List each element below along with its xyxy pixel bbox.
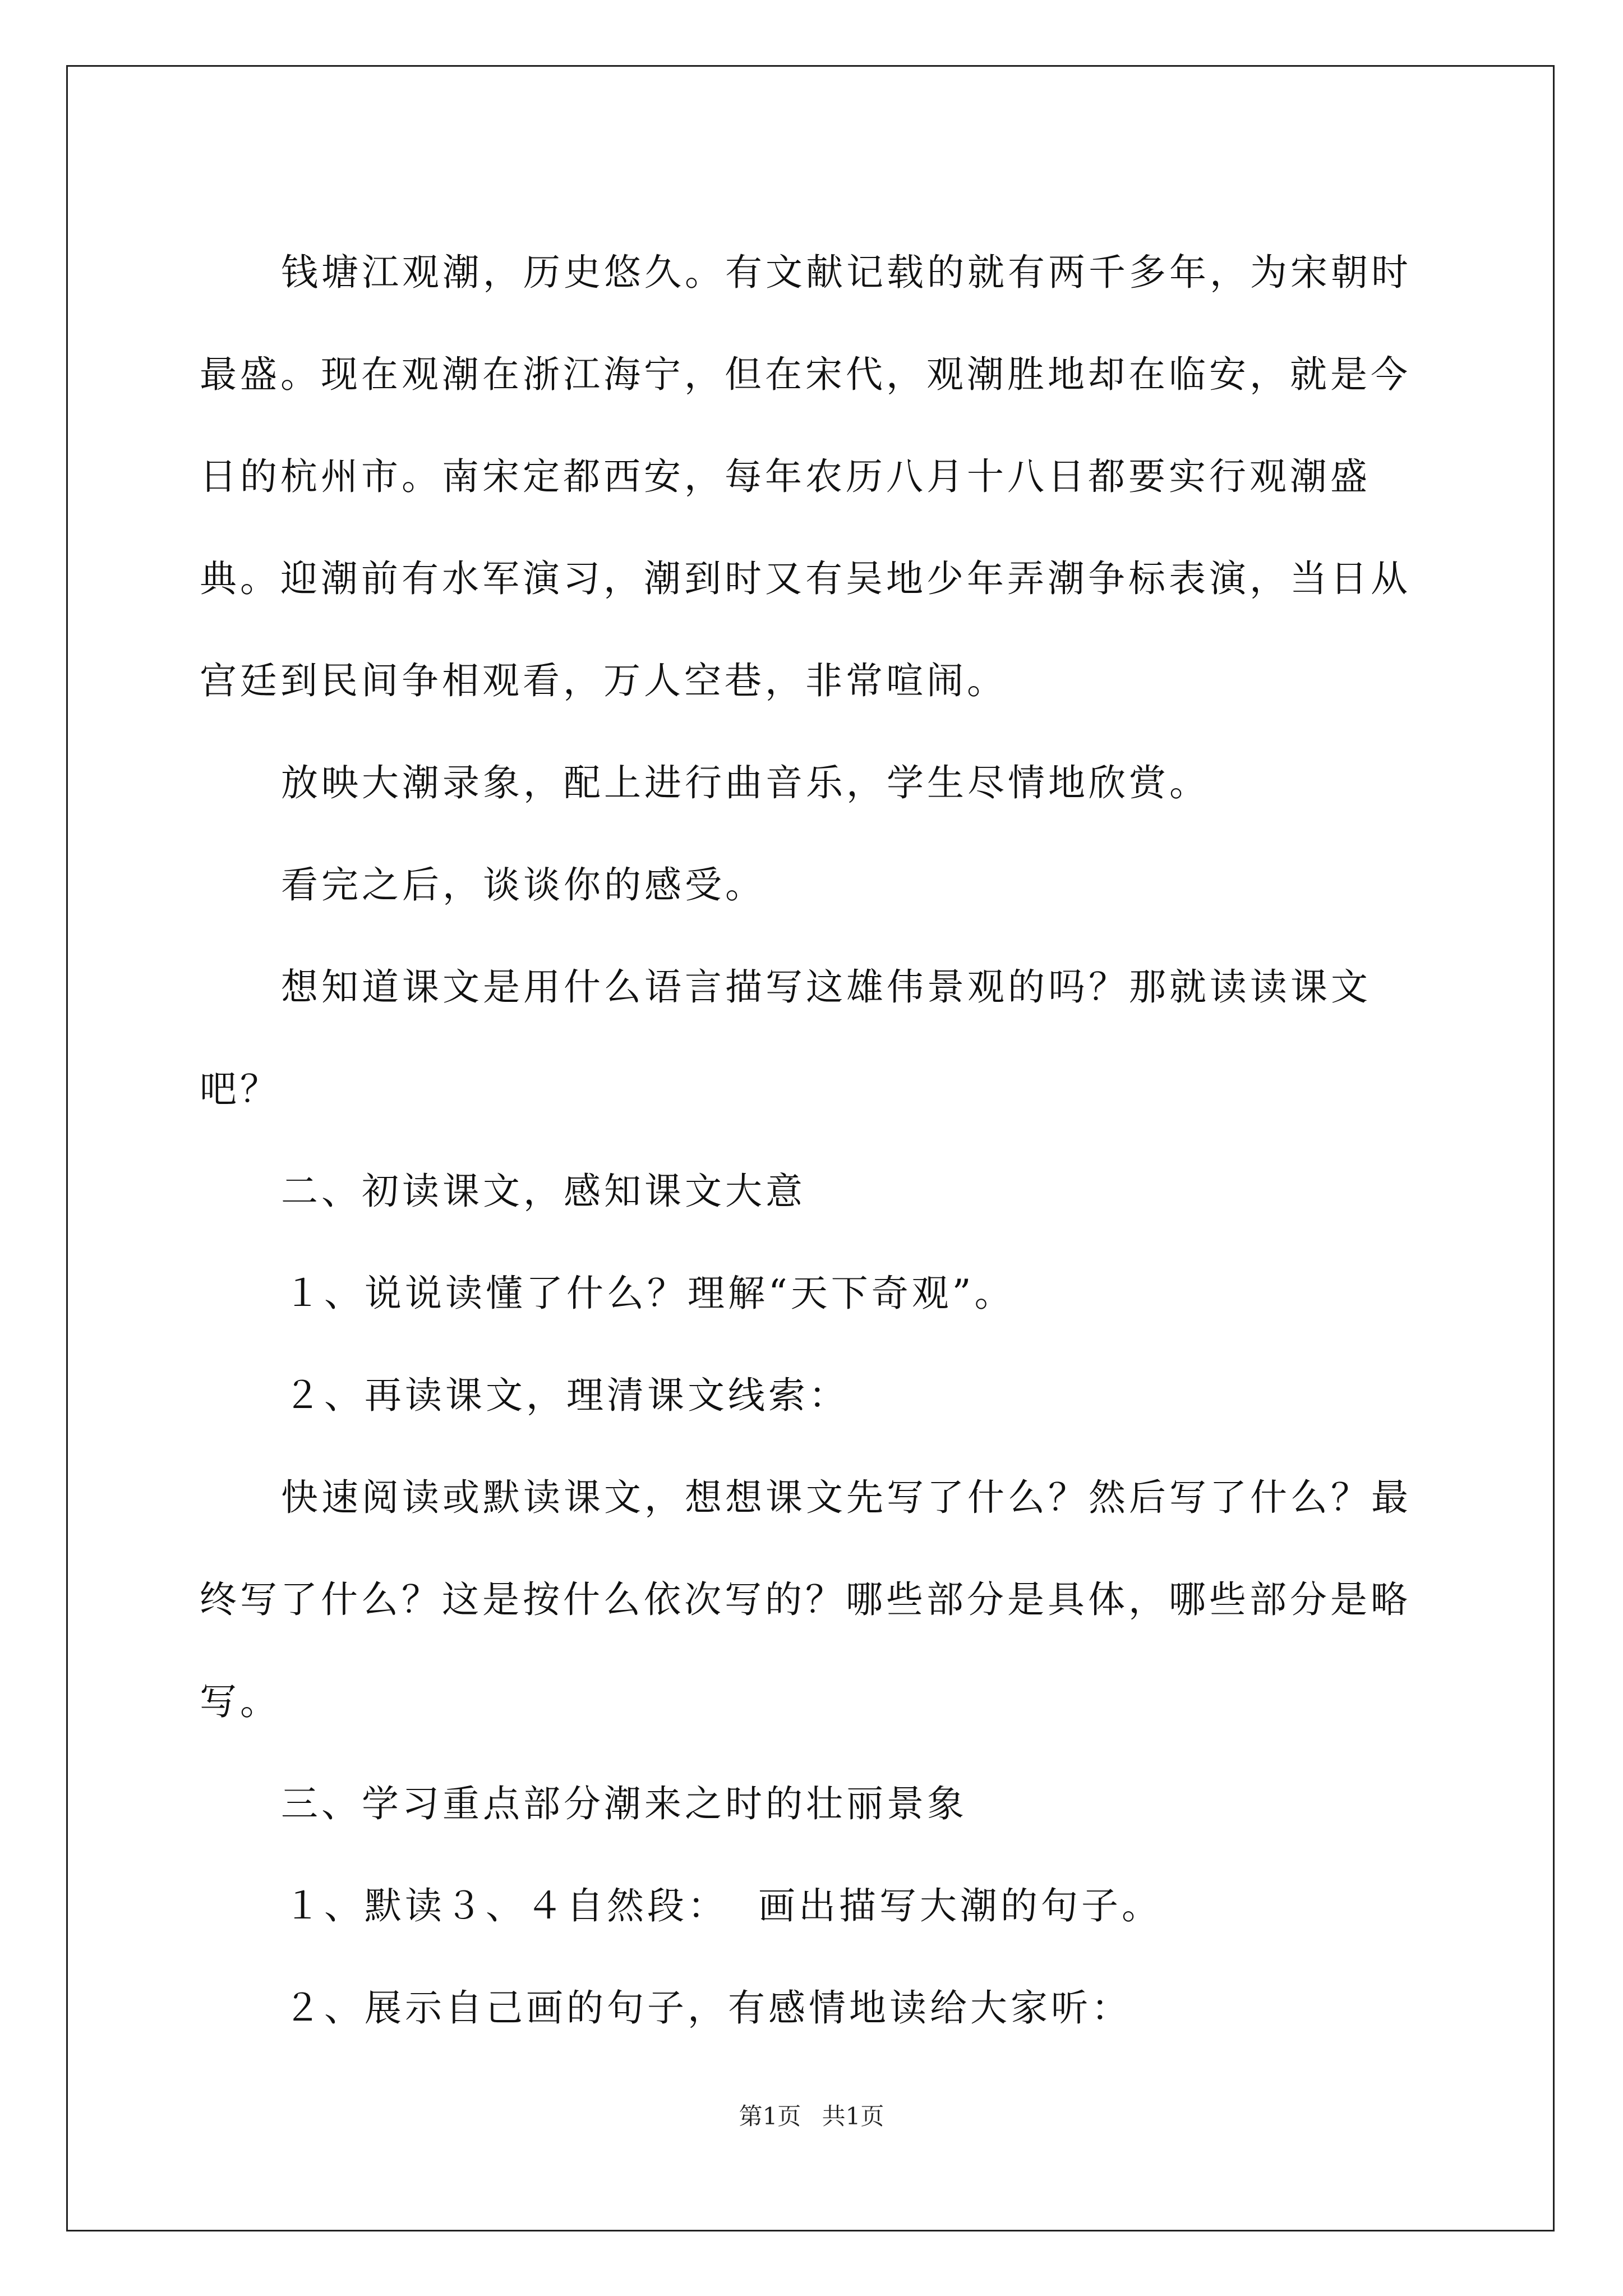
- paragraph-video: 放映大潮录象，配上进行曲音乐，学生尽情地欣赏。: [281, 761, 1210, 804]
- paragraph-reading-task: 快速阅读或默读课文，想想课文先写了什么？然后写了什么？最终写了什么？这是按什么依次写的？哪些部分是具体，哪些部分是略写。: [200, 1476, 1412, 1723]
- list-item: １、默读３、４自然段： 画出描写大潮的句子。: [284, 1884, 1162, 1927]
- paragraph-history: 钱塘江观潮，历史悠久。有文献记载的就有两千多年，为宋朝时最盛。现在观潮在浙江海宁，但在宋代，观潮胜地却在临安，就是今日的杭州市。南宋定都西安，每年农历八月十八日都要实行观潮盛典。迎潮前有水军演习，潮到时又有吴地少年弄潮争标表演，当日从宫廷到民间争相观看，万人空巷，非常喧闹。: [200, 251, 1412, 702]
- document-body: [200, 222, 1433, 2059]
- list-item: １、说说读懂了什么？理解“天下奇观”。: [284, 1272, 1015, 1315]
- section-heading-2: 二、初读课文，感知课文大意: [281, 1170, 806, 1213]
- paragraph-feelings: 看完之后，谈谈你的感受。: [281, 863, 766, 907]
- section-heading-3: 三、学习重点部分潮来之时的壮丽景象: [281, 1782, 967, 1825]
- page-footer: [0, 2098, 1623, 2132]
- list-item: ２、再读课文，理清课文线索：: [284, 1374, 849, 1417]
- list-item: ２、展示自己画的句子，有感情地读给大家听：: [284, 1986, 1132, 2030]
- paragraph-question: 想知道课文是用什么语言描写这雄伟景观的吗？那就读读课文吧？: [200, 965, 1371, 1111]
- page-number: 第1页: [739, 2102, 801, 2130]
- page-total: 共1页: [822, 2102, 884, 2130]
